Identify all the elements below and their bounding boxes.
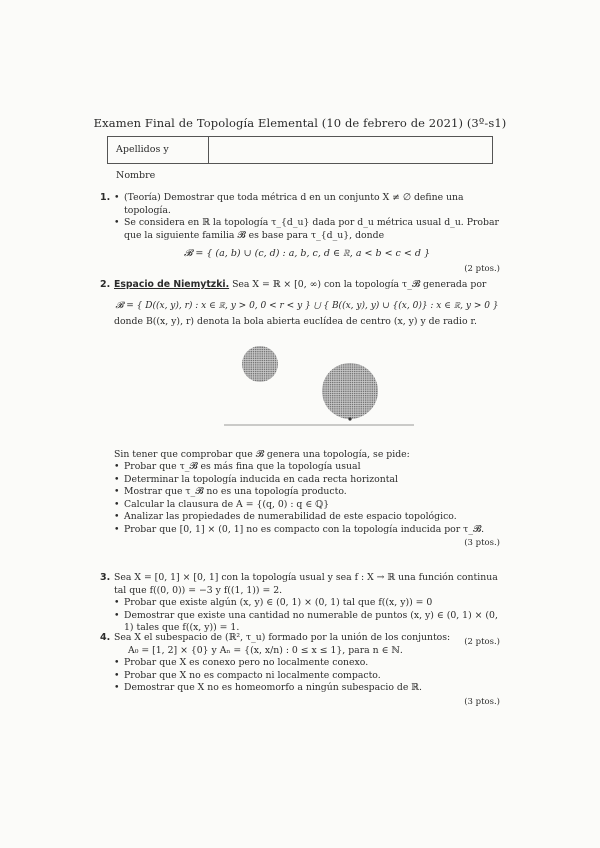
bullet-item: • Analizar las propiedades de numerabilidad de este espacio topológico. (114, 511, 500, 524)
bullet-item: • Se considera en ℝ la topología τ_{d_u} dada por d_u métrica usual d_u. Probar que la siguiente familia 𝓑 es base para τ_{d_u}, donde (114, 217, 500, 242)
bullet-item: • Probar que X es conexo pero no localmente conexo. (114, 657, 500, 670)
name-box (107, 136, 493, 181)
lead-text: Sin tener que comprobar que 𝓑 genera una topología, se pide: (114, 448, 410, 460)
sets-definition: A₀ = [1, 2] × {0} y Aₙ = {(x, x/n) : 0 ≤ x ≤ 1}, para n ∈ ℕ. (128, 644, 403, 656)
question-text: Sea X el subespacio de (ℝ², τ_u) formado por la unión de los conjuntos: (114, 632, 451, 643)
niemytzki-formula: 𝓑 = { D((x, y), r) : x ∈ ℝ, y > 0, 0 < r < y } ⋃ { B((x, y), y) ∪ {(x, 0)} : x ∈ ℝ, y > 0 } (115, 300, 499, 311)
exam-title: Examen Final de Topología Elemental (10 de febrero de 2021) (3º-s1) (93, 116, 507, 130)
points-label: (2 ptos.) (464, 636, 500, 647)
points-label: (2 ptos.) (464, 263, 500, 274)
question-2 (100, 279, 500, 550)
bullet-item: • Demostrar que X no es homeomorfo a ningún subespacio de ℝ. (114, 682, 500, 695)
points-label: (3 ptos.) (464, 696, 500, 707)
open-disc (242, 346, 278, 382)
bullet-item: • Probar que τ_𝓑 es más fina que la topología usual (114, 461, 500, 474)
bullet-item: • Mostrar que τ_𝓑 no es una topología producto. (114, 486, 500, 499)
question-number: 4. (100, 632, 111, 643)
tangent-point (348, 417, 351, 420)
name-label: Apellidos y Nombre (108, 137, 209, 163)
question-4 (100, 632, 500, 708)
bullet-item: • (Teoría) Demostrar que toda métrica d en un conjunto X ≠ ∅ define una topología. (114, 192, 500, 217)
question-1 (100, 192, 500, 275)
bullet-item: • Determinar la topología inducida en cada recta horizontal (114, 474, 500, 487)
question-number: 1. (100, 192, 111, 203)
question-number: 3. (100, 572, 111, 583)
points-label: (3 ptos.) (464, 538, 500, 548)
question-number: 2. (100, 279, 111, 290)
base-formula: 𝓑 = { (a, b) ∪ (c, d) : a, b, c, d ∈ ℝ, a < b < c < d } (183, 248, 431, 259)
bullet-item: • Probar que existe algún (x, y) ∈ (0, 1) × (0, 1) tal que f((x, y)) = 0 (114, 597, 500, 610)
question-intro: Sea X = ℝ × [0, ∞) con la topología τ_𝓑 generada por (229, 279, 487, 290)
bullet-item: • Probar que X no es compacto ni localmente compacto. (114, 670, 500, 683)
bullet-item: • Calcular la clausura de A = {(q, 0) : q ∈ ℚ} (114, 499, 500, 512)
disc-diagram (204, 333, 434, 445)
niemytzki-figure (114, 333, 500, 445)
bullet-item: • Demostrar que existe una cantidad no numerable de puntos (x, y) ∈ (0, 1) × (0, 1) tales que f((x, y)) = 1. (114, 610, 500, 635)
tangent-disc (322, 363, 378, 419)
question-heading: Espacio de Niemytzki. (114, 279, 230, 290)
where-text: donde B((x, y), r) denota la bola abierta euclídea de centro (x, y) y de radio r. (114, 316, 477, 327)
question-text: Sea X = [0, 1] × [0, 1] con la topología usual y sea f : X → ℝ una función continua tal que f((0, 0)) = −3 y f((1, 1)) = 2. (114, 572, 498, 596)
bullet-item: • Probar que [0, 1] × (0, 1] no es compacto con la topología inducida por τ_𝓑. (114, 524, 500, 537)
